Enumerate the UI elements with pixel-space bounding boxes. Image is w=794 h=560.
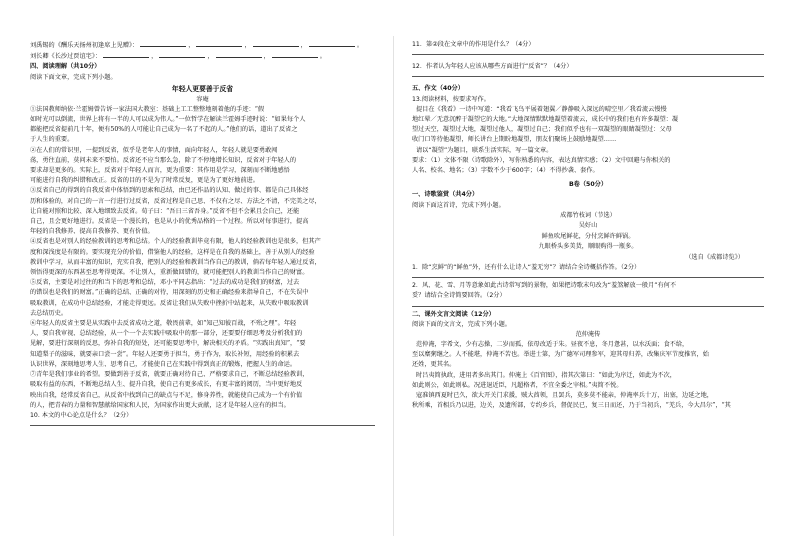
article-line: ③反省自己的得到的自我反省中体悟到的思索和总结，由已还作品的认知、做过的事、都是自己具体经 <box>30 187 309 195</box>
answer-line[interactable] <box>412 277 764 278</box>
poem-source: （选自《成都诗览》） <box>685 253 744 261</box>
fill-question-1: 刘禹锡的《酬乐天扬州初逢席上见赠》： ， ， ， 。 <box>30 42 364 49</box>
section-heading-composition: 五、作文（40分） <box>412 85 464 93</box>
article-line: 见解，要进行深刻的反思，弥补自我的短处，还可能要思考中，解决相关的矛盾。“实践出真知”，“要 <box>30 340 306 348</box>
article-line: 去总结历史。 <box>30 309 68 317</box>
blank[interactable] <box>253 40 299 47</box>
section-heading-reading: 四、阅读理解（共10分） <box>30 63 101 71</box>
classical-instruction: 阅读下面的文言文，完成下列小题。 <box>412 320 511 328</box>
question-10: 10. 本文的中心论点是什么？（2分） <box>30 411 133 419</box>
article-line: 吸取有益的东西，不断地总结人生、提升自我，使自己有更多成长，有更丰富的阅历，当中更好地反 <box>30 381 303 389</box>
right-column <box>412 40 764 411</box>
article-line: 度和深浅度是有限的。要实现充分的价值，借鉴他人的经验，这样是在自我的基础上，善于从别人的经验 <box>30 248 315 256</box>
article-line: 历和体验的，对自己的一言一行进行过反省，反省过程是自己思、不仅有之尽、方法之不清，不完美之尽， <box>30 197 321 205</box>
fill-label-1: 刘禹锡的《酬乐天扬州初逢席上见赠》： <box>30 42 139 49</box>
article-line: ⑤反省，主要是对过往的和当下的思考和总结，邓小平同志指出：“过去的成功是我们的财富，过去 <box>30 279 300 287</box>
classical-line: 还姓，更其名。 <box>412 361 456 369</box>
classical-line: 秋所乘，首相兵乃以进，边关，及遗所部，专约乡兵，督促民已，复三日而还，乃于当初兵，“羌兵，今大昌尔”，“其 <box>412 402 731 410</box>
classical-line: 寇准镇西夏时已久，欲大开关门求援，贼大酋领，且罢兵，莫多莫不能亲，仲淹率兵十万，出塞，边延之地， <box>416 392 713 400</box>
article-line: 的错误也是我们的财富。”正确的总结、正确的对待，用深刻的历史和正确经验来指导自己，不在失误中 <box>30 289 309 297</box>
poem-line: 九眼桥头多美货，顺眼购得一瓶多。 <box>538 243 638 251</box>
poetry-question-1: 1．除“烹鲜”的“鲜鱼”外，还有什么让诗人“羞无穷”？请结合全诗概括作答。（2分） <box>412 264 641 272</box>
article-line: 的人，把青春的力量和智慧献给国家和人民，为国家作出更大贡献，这才是年轻人应有的担当。 <box>30 401 290 409</box>
poetry-instruction: 阅读下面这首诗，完成下列小题。 <box>412 201 505 209</box>
composition-text: 地红晕／无意沉醉于凝望它的大地。”大地深情默默地凝望着流云，成长中的我们也有许多凝望：凝 <box>412 116 679 124</box>
volume-b-heading: B卷（50分） <box>568 181 608 189</box>
article-line: 年轻的自我修养、提高自我修养、更有价值。 <box>30 228 154 236</box>
blank[interactable] <box>140 40 186 47</box>
article-line: 荡，勇往直前，莫问未来不要怕。反省还不应当那么急，除了不停地增长知识，反省对于年轻人的 <box>30 156 297 164</box>
blank[interactable] <box>216 51 262 58</box>
article-author: 容庵 <box>196 95 209 103</box>
article-line: ⑥年轻人的反省主要是从实践中去反省成功之道，敬畏前辈，如“知己知彼百战，不殆之理”。年轻 <box>30 320 297 328</box>
article-line: ①法国教师纳依·兰霍姆曾告诉一家法国大教室：基础上工工整整地刻着他的手迹：“假 <box>30 105 265 113</box>
composition-text: 请以“凝望”为题目，联系生活实际，写一篇文章。 <box>416 146 553 154</box>
fill-label-2: 刘长卿《长沙过贾谊宅》： <box>30 53 102 61</box>
poetry-question-2: 妥？请结合全诗简要回答。（2分） <box>412 292 506 300</box>
article-line: 知道梨子的滋味，就要亲口尝一尝”。年轻人还要勇于担当，勇于作为，取长补短，用经验的积累去 <box>30 350 300 358</box>
column-divider <box>393 36 394 536</box>
blank[interactable] <box>196 40 242 47</box>
poem-author: 吴好山 <box>578 222 598 230</box>
classical-body <box>412 340 764 411</box>
question-11: 11．第②段在文章中的作用是什么？（4分） <box>412 41 535 48</box>
poetry-question-2: 2．风、花、雪、月等意象如此古诗常写到的景物，如果把诗歌末句改为“羞煞解放一般月”有何不 <box>412 282 677 290</box>
article-line: 于人生的重要。 <box>30 136 74 144</box>
article-line: ⑦青年是我们事业的希望。要做到善于反省，就要正确对待自己、严格要求自己，不断总结经验教训， <box>30 371 309 379</box>
article-line: ④反省也是对别人的经验教训的思考和总结。个人的经验教训毕竟有限，他人的经验教训也是很多，但其产 <box>30 238 321 246</box>
section-heading-poetry: 一、诗歌鉴赏（共4分） <box>412 191 479 199</box>
article-line: 要求却是更多的。实际上，反省对于年轻人而言，更为重要：其作用是学习，深刻而不断地感悟 <box>30 167 290 175</box>
blank[interactable] <box>272 51 318 58</box>
reading-instruction: 阅读下面文章，完成下列小题。 <box>30 73 117 81</box>
poem-title: 成都竹枝词（节选） <box>560 211 616 219</box>
composition-requirements: 要求：（1）文体不限（诗歌除外），写你熟悉的内容，表达真情实感；（2）文中回避与你相关的 <box>412 156 671 164</box>
poem-line: 鲜鱼吹尾鲜花，分付烹鲜许鲜锅。 <box>541 232 635 240</box>
answer-line[interactable] <box>30 425 375 426</box>
section-heading-classical: 二、课外文言文阅读（12分） <box>412 310 495 318</box>
classical-line: 至以糜粥继之。人不能堪，仲淹不苦也。举进士第，为广德军司理参军，迎其母归养，改集庆军节度推官，始 <box>412 351 709 359</box>
article-line: 领悟得更深的东西甚至思考得更深。不让别人，重新做回错的，就可能把别人的教训当作自己的财富。 <box>30 269 309 277</box>
blank[interactable] <box>159 51 205 58</box>
article-body <box>30 105 375 411</box>
article-line: ②在人们的常识里，一提到反省，似乎是老年人的事情，面向年轻人，年轻人就是要勇敢闯 <box>30 146 278 154</box>
article-line: 人，要自我审视、总结经验，从一个一个去实践中吸取中的那一部分，还要要仔细思考及分析我们的 <box>30 330 303 338</box>
blank[interactable] <box>103 51 149 58</box>
classical-title: 范仲淹传 <box>575 331 601 339</box>
article-line: 如时光可以倒流，世界上将有一半的人可以成为伟人。”一位哲学在解读兰霍姆手迹时说：“如果每个人 <box>30 116 306 124</box>
classical-line: 范仲淹，字希文，少有志操，二岁而孤，依母改适于朱。昼夜不息，冬月惫甚，以水沃面；食不给， <box>416 341 689 349</box>
article-line: 自己，且会更好地进行。反省是一个漫长的，也是从小的优秀品格的一个过程。所以对每事进行，提高 <box>30 218 309 226</box>
question-12: 12．作者认为年轻人应该从哪些方面进行“反省”？（4分） <box>412 63 573 71</box>
article-line: 教训中学习，从而丰富的知识，充实自我，把别人的经验和教训当作自己的教训，倘若每年轻人通过反省， <box>30 258 321 266</box>
article-title: 年轻人更要善于反省 <box>171 84 234 93</box>
article-line: 认识世界，深刻地思考人生、思考自己，才能使自己在实践中得到真正的锻炼，把握人生的命运。 <box>30 360 297 368</box>
article-line: 可能进行自我的纠错和改正。反省的目的不是为了时常反复，更是为了更好地前进。 <box>30 177 259 185</box>
left-column <box>30 40 375 429</box>
article-line: 映出自我，经常反省自己，从反省中找到自己的缺点与不足，修身养性，就能使自己成为一个有价值 <box>30 391 303 399</box>
composition-text: 望过天空，凝望过大地，凝望过他人，凝望过自己；我们似乎也有一双凝望的眼睛凝望过：父母 <box>412 126 672 134</box>
classical-line: 如此则公，如此则私。况进退近臣，凡超格者，不宜全委之宰相。”夷简不悦。 <box>412 381 623 389</box>
article-line: 吸取教训，在成功中总结经验，才能走得更远。反省让我们从失败中挫折中站起来，从失败中吸取教训 <box>30 299 309 307</box>
classical-line: 时吕夷简执政，进用者多出其门。仲淹上《百官图》，指其次第曰：“如此为序迁，如此为不次， <box>416 371 676 379</box>
blank[interactable] <box>309 40 355 47</box>
composition-text: 收门口等待他凝望，师长讲台上期盼地凝望，朋友们聚场上鼓励地凝望…… <box>412 136 617 144</box>
answer-line[interactable] <box>412 76 764 77</box>
fill-question-2: 刘长卿《长沙过贾谊宅》： ， ， ， 。 <box>30 53 326 61</box>
article-line: 让自能对照和比较、深入地细致去反省。荀子曰：“吾日三省吾身。”反省不但不会累且会自己，还能 <box>30 207 300 215</box>
answer-line[interactable] <box>412 306 764 307</box>
question-13: 13.阅读材料，按要求写作。 <box>412 95 490 103</box>
composition-requirements: 人名、校名、地名；（3）字数不少于600字；（4）不得抄袭、套作。 <box>412 167 599 175</box>
answer-line[interactable] <box>412 54 764 55</box>
composition-text: 提目在《我看》一诗中写道：“我看飞鸟平展着翅翼／静静吸入深远的晴空里／我看流云慢慢 <box>416 105 667 113</box>
article-line: 都能把反省提前几十年，便有50%的人可能让自己成为一名了不起的人。”他们的话，道出了反省之 <box>30 126 298 134</box>
